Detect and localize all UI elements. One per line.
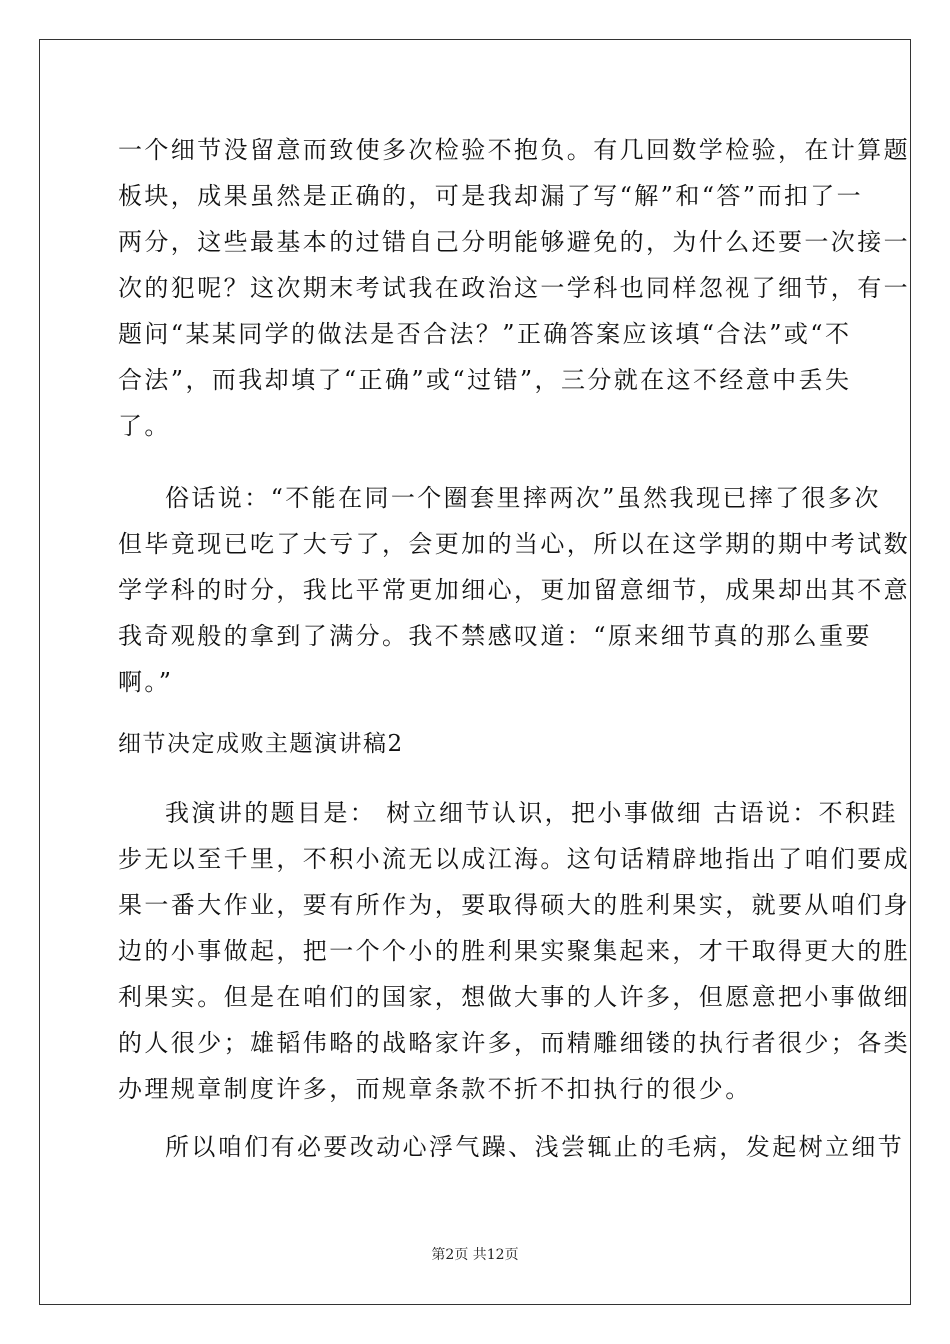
text-line: 次的犯呢？这次期末考试我在政治这一学科也同样忽视了细节，有一 (118, 274, 910, 302)
text-line: 边的小事做起，把一个个小的胜利果实聚集起来，才干取得更大的胜 (118, 937, 910, 965)
text-line: 步无以至千里，不积小流无以成江海。这句话精辟地指出了咱们要成 (118, 845, 910, 873)
text-line: 俗话说：“不能在同一个圈套里摔两次”虽然我现已摔了很多次 (165, 484, 881, 512)
text-line: 两分，这些最基本的过错自己分明能够避免的，为什么还要一次接一 (118, 228, 910, 256)
text-line: 了。 (118, 412, 171, 440)
text-line: 利果实。但是在咱们的国家，想做大事的人许多，但愿意把小事做细 (118, 983, 910, 1011)
text-line: 我奇观般的拿到了满分。我不禁感叹道：“原来细节真的那么重要 (118, 622, 872, 650)
text-line: 果一番大作业，要有所作为，要取得硕大的胜利果实，就要从咱们身 (118, 891, 910, 919)
text-line: 办理规章制度许多，而规章条款不折不扣执行的很少。 (118, 1075, 752, 1103)
page-number: 第2页 共12页 (431, 1247, 519, 1263)
text-line: 啊。” (118, 668, 174, 696)
text-line: 的人很少；雄韬伟略的战略家许多，而精雕细镂的执行者很少；各类 (118, 1029, 910, 1057)
text-line: 我演讲的题目是： 树立细节认识，把小事做细 古语说：不积跬 (165, 799, 898, 827)
text-line: 但毕竟现已吃了大亏了，会更加的当心，所以在这学期的期中考试数 (118, 530, 910, 558)
text-line: 合法”，而我却填了“正确”或“过错”，三分就在这不经意中丢失 (118, 366, 852, 394)
text-line: 题问“某某同学的做法是否合法？”正确答案应该填“合法”或“不 (118, 320, 852, 348)
text-line: 一个细节没留意而致使多次检验不抱负。有几回数学检验，在计算题 (118, 136, 910, 164)
text-line: 板块，成果虽然是正确的，可是我却漏了写“解”和“答”而扣了一 (118, 182, 864, 210)
text-line: 学学科的时分，我比平常更加细心，更加留意细节，成果却出其不意 (118, 576, 910, 604)
section-heading: 细节决定成败主题演讲稿2 (118, 731, 404, 757)
text-line: 所以咱们有必要改动心浮气躁、浅尝辄止的毛病，发起树立细节 (165, 1133, 905, 1161)
